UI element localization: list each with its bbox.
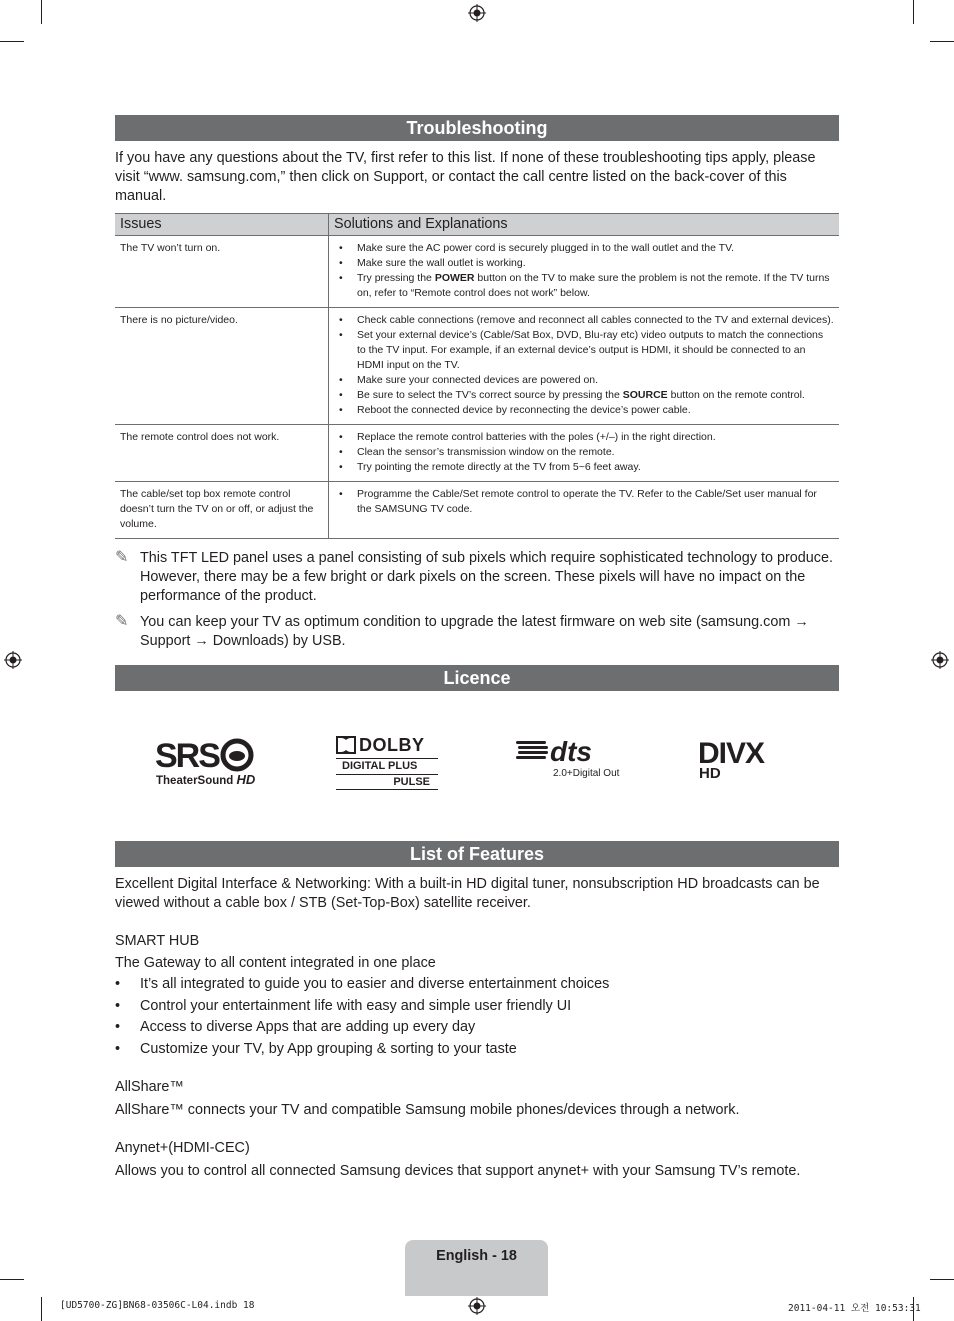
srs-hd-label: HD bbox=[236, 772, 256, 787]
page-label: English - 18 bbox=[436, 1248, 517, 1264]
solutions-cell bbox=[329, 308, 840, 425]
table-row bbox=[115, 236, 839, 308]
solution-item: • Be sure to select the TV’s correct source by pressing the SOURCE button on the remote control. bbox=[334, 388, 834, 403]
note-text: This TFT LED panel uses a panel consisting of sub pixels which require sophisticated technology to produce. However, there may be a few bright or dark pixels on the screen. These pixels will have no impact on the performance of the product. bbox=[140, 550, 834, 604]
dts-subtitle: 2.0+Digital Out bbox=[553, 768, 620, 779]
solutions-cell bbox=[329, 482, 840, 539]
allshare-heading: AllShare™ bbox=[115, 1079, 184, 1095]
issue-cell: The cable/set top box remote control doesn’t turn the TV on or off, or adjust the volume. bbox=[115, 482, 329, 539]
solution-item: • Make sure the AC power cord is securely plugged in to the wall outlet and the TV. bbox=[334, 241, 834, 256]
licence-title: Licence bbox=[115, 665, 839, 691]
pencil-icon: ✎ bbox=[115, 613, 129, 630]
issue-cell: The TV won’t turn on. bbox=[115, 236, 329, 308]
solution-item: • Try pointing the remote directly at the TV from 5~6 feet away. bbox=[334, 460, 834, 475]
srs-theatersound-hd-logo bbox=[155, 735, 260, 795]
registration-mark-icon bbox=[468, 4, 486, 22]
table-row bbox=[115, 482, 839, 539]
registration-mark-icon bbox=[468, 1297, 486, 1315]
anynet-heading: Anynet+(HDMI-CEC) bbox=[115, 1140, 250, 1156]
column-header-solutions: Solutions and Explanations bbox=[329, 214, 840, 236]
solution-item: • Programme the Cable/Set remote control to operate the TV. Refer to the Cable/Set user manual for the SAMSUNG TV code. bbox=[334, 487, 834, 517]
features-title: List of Features bbox=[115, 841, 839, 867]
registration-mark-icon bbox=[931, 651, 949, 669]
anynet-description: Allows you to control all connected Samsung devices that support anynet+ with your Samsung TV’s remote. bbox=[115, 1163, 801, 1179]
svg-text:DIVX: DIVX bbox=[698, 737, 765, 765]
solution-item: • Check cable connections (remove and reconnect all cables connected to the TV and external devices). bbox=[334, 313, 834, 328]
table-row bbox=[115, 425, 839, 482]
solution-item: • Clean the sensor’s transmission window on the remote. bbox=[334, 445, 834, 460]
troubleshooting-table bbox=[115, 213, 839, 539]
solution-item: • Make sure the wall outlet is working. bbox=[334, 256, 834, 271]
list-item: • Control your entertainment life with easy and simple user friendly UI bbox=[115, 996, 839, 1018]
divx-hd-logo bbox=[698, 735, 798, 795]
table-row bbox=[115, 308, 839, 425]
smart-hub-description: The Gateway to all content integrated in one place bbox=[115, 955, 436, 971]
svg-text:SRS: SRS bbox=[155, 737, 219, 775]
footer-file-info: [UD5700-ZG]BN68-03506C-L04.indb 18 bbox=[60, 1300, 255, 1311]
list-item: • It’s all integrated to guide you to easier and diverse entertainment choices bbox=[115, 974, 839, 996]
solution-item: • Set your external device’s (Cable/Sat Box, DVD, Blu-ray etc) video outputs to match the connections to the TV input. For example, if an external device’s output is HDMI, it should be connected to an HDMI input on the TV. bbox=[334, 328, 834, 373]
note-text: You can keep your TV as optimum condition to upgrade the latest firmware on web site (samsung.com → Support → Downloads) by USB. bbox=[140, 614, 809, 649]
page-number-tab bbox=[405, 1240, 548, 1296]
troubleshooting-intro: If you have any questions about the TV, first refer to this list. If none of these troubleshooting tips apply, please visit “www. samsung.com,” then click on Support, or contact the call centre listed on the back-cover of this manual. bbox=[115, 150, 816, 204]
dolby-pulse-label: PULSE bbox=[336, 775, 438, 790]
divx-hd-label: HD bbox=[699, 765, 721, 782]
list-item: • Customize your TV, by App grouping & sorting to your taste bbox=[115, 1039, 839, 1061]
smart-hub-heading: SMART HUB bbox=[115, 933, 200, 949]
dolby-double-d-icon bbox=[336, 736, 356, 754]
dts-logo bbox=[516, 735, 626, 795]
solution-item: • Try pressing the POWER button on the TV to make sure the problem is not the remote. If the TV turns on, refer to “Remote control does not work” below. bbox=[334, 271, 834, 301]
solutions-cell bbox=[329, 236, 840, 308]
note-firmware bbox=[115, 613, 839, 651]
solution-item: • Replace the remote control batteries with the poles (+/–) in the right direction. bbox=[334, 430, 834, 445]
list-item: • Access to diverse Apps that are adding up every day bbox=[115, 1017, 839, 1039]
dolby-digital-plus-label: DIGITAL PLUS bbox=[336, 758, 438, 775]
note-panel bbox=[115, 549, 839, 606]
dolby-digital-plus-pulse-logo bbox=[336, 735, 438, 795]
troubleshooting-title: Troubleshooting bbox=[115, 115, 839, 141]
solution-item: • Reboot the connected device by reconnecting the device’s power cable. bbox=[334, 403, 834, 418]
smart-hub-bullet-list bbox=[115, 974, 839, 1060]
allshare-description: AllShare™ connects your TV and compatible Samsung mobile phones/devices through a network. bbox=[115, 1102, 740, 1118]
srs-subtitle: TheaterSound bbox=[156, 775, 234, 787]
solution-item: • Make sure your connected devices are powered on. bbox=[334, 373, 834, 388]
issue-cell: The remote control does not work. bbox=[115, 425, 329, 482]
solutions-cell bbox=[329, 425, 840, 482]
registration-mark-icon bbox=[4, 651, 22, 669]
column-header-issues: Issues bbox=[115, 214, 329, 236]
svg-text:dts: dts bbox=[550, 736, 592, 765]
issue-cell: There is no picture/video. bbox=[115, 308, 329, 425]
dolby-wordmark: DOLBY bbox=[359, 734, 425, 755]
footer-timestamp: 2011-04-11 오전 10:53:31 bbox=[788, 1303, 921, 1314]
pencil-icon: ✎ bbox=[115, 549, 129, 566]
features-intro: Excellent Digital Interface & Networking: With a built-in HD digital tuner, nonsubscription HD broadcasts can be viewed without a cable box / STB (Set-Top-Box) satellite receiver. bbox=[115, 876, 820, 911]
